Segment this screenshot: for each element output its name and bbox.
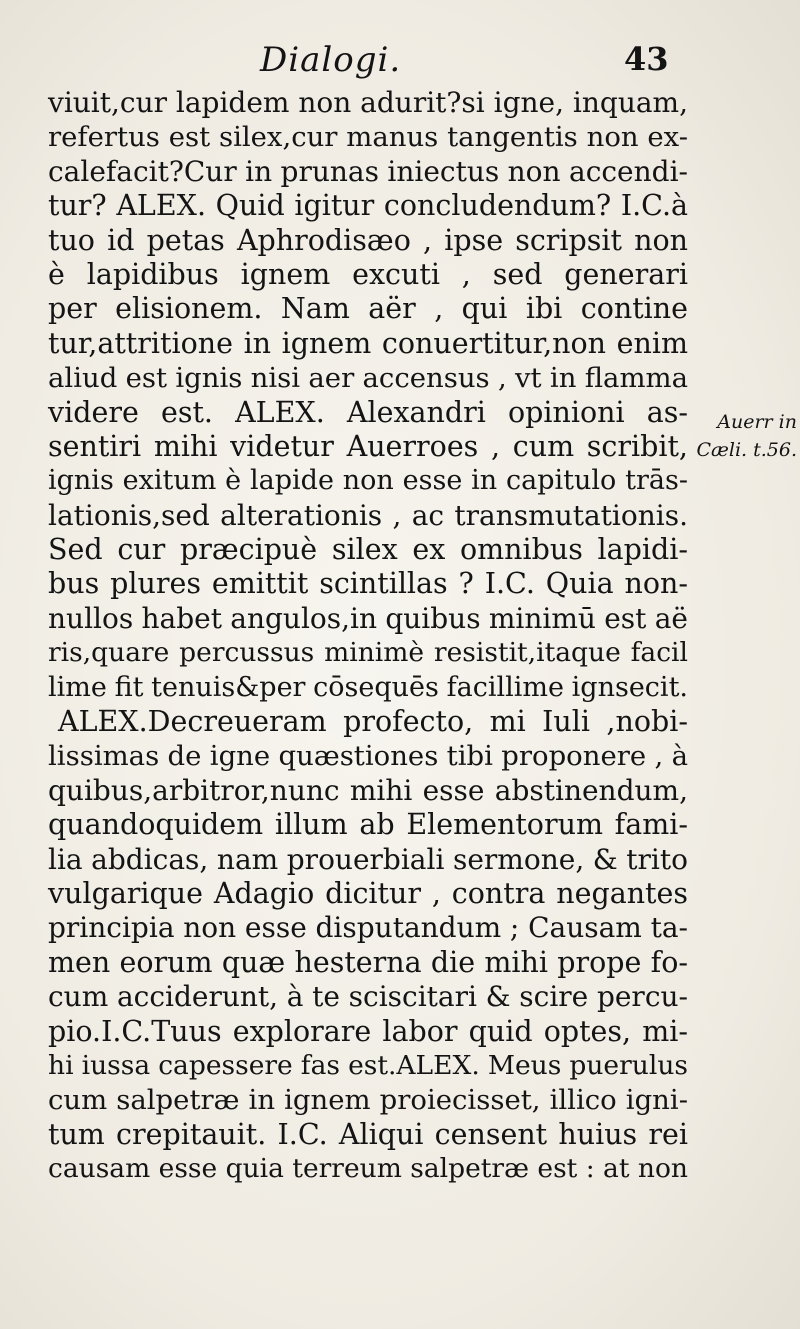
text-line: lationis,sed alterationis , ac transmutationis. [48,498,688,532]
running-head: Dialogi. [260,40,402,80]
text-line: ignis exitum è lapide non esse in capitulo trās- [48,465,688,497]
text-line: per elisionem. Nam aër , qui ibi contine [48,292,688,326]
text-line: vulgarique Adagio dicitur , contra negantes [48,876,688,910]
text-line: men eorum quæ hesterna die mihi prope fo- [48,945,688,979]
text-line: videre est. ALEX. Alexandri opinioni as- [48,395,688,429]
text-line: calefacit?Cur in prunas iniectus non accendi- [48,154,688,188]
text-line: tur? ALEX. Quid igitur concludendum? I.C.à [48,189,688,223]
paragraph-start-line: ALEX.Decreueram profecto, mi Iuli ,nobi- [58,705,688,739]
text-line: hi iussa capessere fas est.ALEX. Meus puerulus [48,1049,688,1081]
text-line: viuit,cur lapidem non adurit?si igne, inquam, [48,86,688,119]
text-line: è lapidibus ignem excuti , sed generari [48,257,688,291]
text-line: cum salpetræ in ignem proiecisset, illico igni- [48,1084,688,1117]
text-line: refertus est silex,cur manus tangentis non ex- [48,121,688,154]
margin-note [682,408,797,464]
text-line: pio.I.C.Tuus explorare labor quid optes, mi- [48,1014,688,1048]
text-line: aliud est ignis nisi aer accensus , vt in flamma [48,362,688,395]
text-line: nullos habet angulos,in quibus minimū est aë [48,601,688,635]
text-line: bus plures emittit scintillas ? I.C. Quia non- [48,567,688,601]
text-line: sentiri mihi videtur Auerroes , cum scribit, [48,429,688,463]
margin-note-line: Cæli. t.56. [696,439,797,461]
text-line: quibus,arbitror,nunc mihi esse abstinendum, [48,773,688,807]
text-line: ris,quare percussus minimè resistit,itaque facil [48,637,688,669]
text-line: tum crepitauit. I.C. Aliqui censent huius rei [48,1117,688,1151]
margin-note-line: Auerr in [717,411,797,433]
text-line: lime fit tenuis&per cōsequēs facillime ignsecit. [48,671,688,703]
body-text [48,86,688,1187]
text-line: lia abdicas, nam prouerbiali sermone, & trito [48,842,688,876]
page-number: 43 [624,40,669,78]
text-line: principia non esse disputandum ; Causam ta- [48,911,688,945]
text-line: tur,attritione in ignem conuertitur,non enim [48,326,688,360]
text-line: cum acciderunt, à te sciscitari & scire percu- [48,980,688,1014]
text-line: causam esse quia terreum salpetræ est : at non [48,1153,688,1185]
text-line: lissimas de igne quæstiones tibi proponere , à [48,740,688,773]
text-line: tuo id petas Aphrodisæo , ipse scripsit non [48,223,688,257]
page-header [0,38,800,86]
text-line: Sed cur præcipuè silex ex omnibus lapidi- [48,533,688,567]
text-line: quandoquidem illum ab Elementorum fami- [48,808,688,842]
